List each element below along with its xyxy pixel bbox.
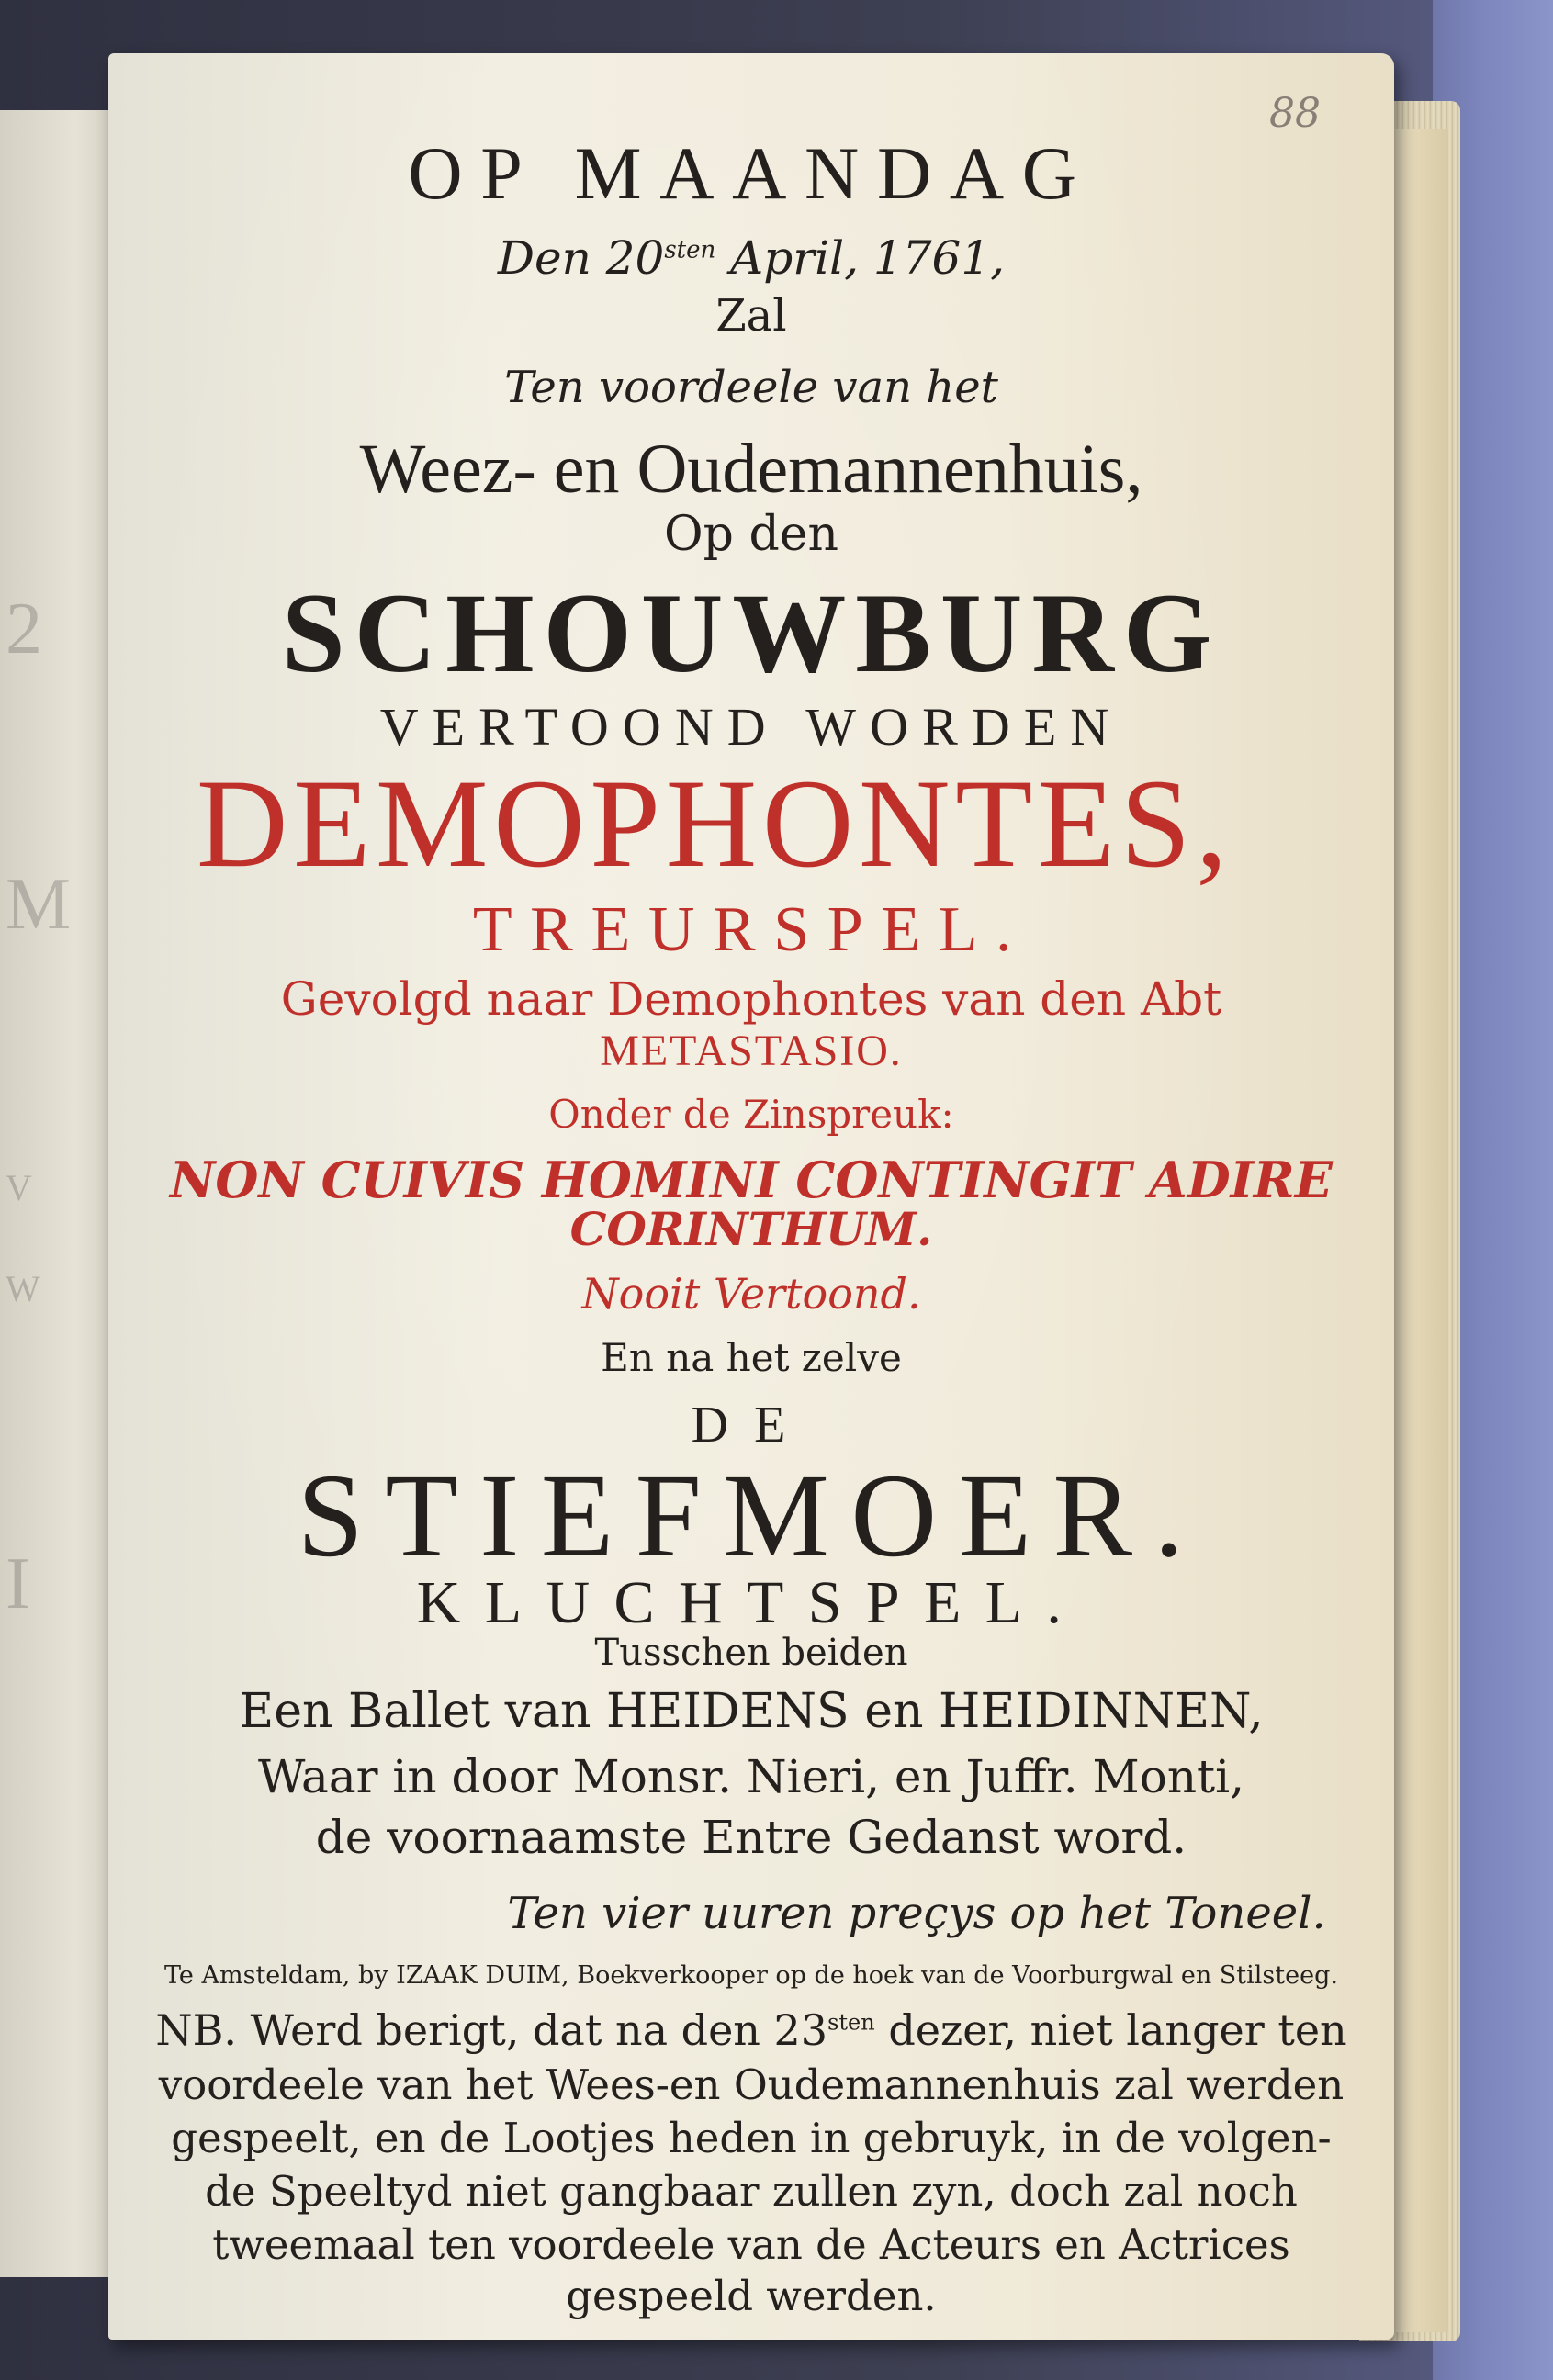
benefit-line: Ten voordeele van het [504,362,998,413]
poster-page [108,53,1394,2340]
source-line-2: METASTASIO. [600,1027,903,1075]
ballet-line: Een Ballet van HEIDENS en HEIDINNEN, [239,1684,1264,1739]
source-line-1: Gevolgd naar Demophontes van den Abt [280,972,1222,1026]
after-intro: En na het zelve [601,1335,902,1380]
nb-line-5: tweemaal ten voordeele van de Acteurs en Actrices [212,2220,1290,2269]
between-line: Tusschen beiden [594,1632,908,1674]
poster-text [108,53,1394,2340]
op-den-line: Op den [664,507,838,562]
nb-line-6: gespeeld werden. [566,2272,937,2320]
date-prefix: Den 20 [497,231,665,285]
nb-line-1 [108,2005,1394,2055]
dancers-line: Waar in door Monsr. Nieri, en Juffr. Monti, [257,1750,1245,1803]
schouwburg-heading: SCHOUWBURG [281,570,1221,696]
motto-line-1: NON CUIVIS HOMINI CONTINGIT ADIRE [170,1151,1333,1209]
vertoond-worden: VERTOOND WORDEN [379,697,1123,757]
motto-line-2: CORINTHUM. [569,1202,933,1256]
date-line [108,231,1394,285]
zal-line: Zal [715,290,787,342]
play-genre: TREURSPEL. [472,894,1030,965]
motto-intro: Onder de Zinspreuk: [548,1092,954,1137]
never-shown: Nooit Vertoond. [581,1269,921,1319]
nb-line-2: voordeele van het Wees-en Oudemannenhuis zal werden [158,2060,1345,2109]
institution-line: Weez- en Oudemannenhuis, [359,431,1143,508]
nb-line-1-post: dezer, niet langer ten [874,2005,1347,2055]
entree-line: de voornaamste Entre Gedanst word. [315,1811,1187,1864]
nb-line-3: gespeelt, en de Lootjes heden in gebruyk, in de volgen- [171,2114,1332,2162]
play-title: DEMOPHONTES, [196,753,1233,893]
heading-op-maandag: OP MAANDAG [408,131,1095,215]
de-heading: DE [691,1397,812,1454]
printer-line: Te Amsteldam, by IZAAK DUIM, Boekverkooper op de hoek van de Voorburgwal en Stilsteeg. [164,1961,1338,1990]
folio-number: 88 [1269,90,1321,137]
date-superscript: sten [664,236,716,264]
left-facing-page: 2 M V W I [0,110,138,2277]
nb-line-1-pre: NB. Werd berigt, dat na den 23 [155,2005,828,2055]
time-line: Ten vier uuren preçys op het Toneel. [507,1888,1326,1939]
nb-line-4: de Speeltyd niet gangbaar zullen zyn, doch zal noch [205,2167,1298,2216]
date-suffix: April, 1761, [715,231,1006,285]
nb-line-1-sup: sten [827,2009,875,2036]
farce-title: STIEFMOER. [297,1450,1206,1582]
farce-genre: KLUCHTSPEL. [416,1569,1086,1636]
